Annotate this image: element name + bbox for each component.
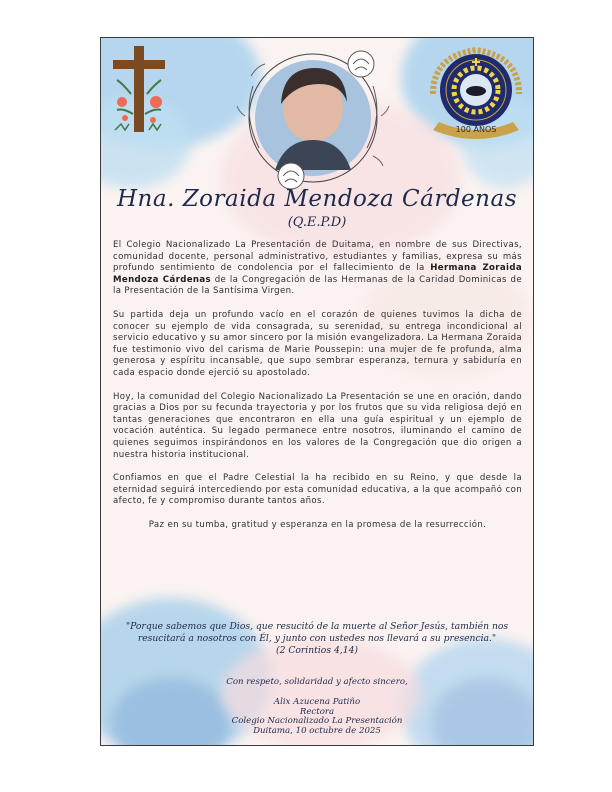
seal-banner-text: 100 AÑOS — [455, 125, 497, 134]
paragraph-1: El Colegio Nacionalizado La Presentación de Duitama, en nombre de sus Directivas, comunidad docente, personal administrativo, estudiantes y familias, expresa su más profundo sentimiento de condolencia por el fallecimiento de la Hermana Zoraida Mendoza Cárdenas de la Congregación de las Hermanas de la Caridad Dominicas de la Presentación de la Santísima Virgen. — [113, 240, 522, 297]
place-date: Duitama, 10 octubre de 2025 — [253, 726, 381, 737]
school-seal-logo — [423, 44, 529, 142]
condolence-card — [100, 37, 534, 746]
quote-line: "Porque sabemos que Dios, que resucitó de la muerte al Señor Jesús, también nos — [125, 621, 509, 632]
quote-line: resucitará a nosotros con Él, y junto con ustedes nos llevará a su presencia." — [137, 633, 497, 644]
quote-reference: (2 Corintios 4,14) — [276, 645, 358, 656]
paragraph-2: Su partida deja un profundo vacío en el corazón de quienes tuvimos la dicha de conocer su ejemplo de vida consagrada, su serenidad, su entrega incondicional al servicio educativo y su amor sincero por la misión evangelizadora. La Hermana Zoraida fue testimonio vivo del carisma de Marie Poussepin: una mujer de fe profunda, alma generosa y espíritu incansable, que supo sembrar esperanza, ternura y sabiduría en cada espacio donde ejerció su apostolado. — [113, 309, 522, 378]
flower-icon — [117, 97, 127, 107]
signer-name: Alix Azucena Patiño — [273, 696, 361, 707]
signature-block — [101, 678, 533, 737]
deceased-name: Hna. Zoraida Mendoza Cárdenas — [117, 186, 517, 212]
signer-role: Rectora — [299, 706, 335, 717]
closing-line: Paz en su tumba, gratitud y esperanza en la promesa de la resurrección. — [148, 519, 487, 530]
signer-institution: Colegio Nacionalizado La Presentación — [231, 716, 403, 727]
paragraph-3: Hoy, la comunidad del Colegio Nacionalizado La Presentación se une en oración, dando gracias a Dios por su fecunda trayectoria y por los frutos que su vida religiosa dejó en tantas generaciones que encontraron en ella una guía espiritual y un ejemplo de vocación auténtica. Su legado permanece entre nosotros, iluminando el camino de quienes seguimos inspirándonos en los valores de la Congregación que dio origen a nuestra historia institucional. — [113, 391, 522, 460]
highlighted-name: Hermana Zoraida Mendoza Cárdenas — [113, 263, 522, 285]
bee-icon — [466, 86, 486, 96]
qepd-label: (Q.E.P.D) — [287, 215, 347, 230]
bible-quote — [121, 621, 513, 657]
flower-icon — [150, 96, 162, 108]
condolence-body — [113, 240, 522, 543]
cross-icon — [111, 44, 167, 134]
signature-greeting: Con respeto, solidaridad y afecto sincero, — [226, 677, 408, 687]
paragraph-4: Confiamos en que el Padre Celestial la ha recibido en su Reino, y que desde la eternidad seguirá intercediendo por esta comunidad educativa, a la que acompañó con afecto, fe y compromiso durante tantos años. — [113, 473, 522, 507]
portrait — [223, 46, 403, 194]
